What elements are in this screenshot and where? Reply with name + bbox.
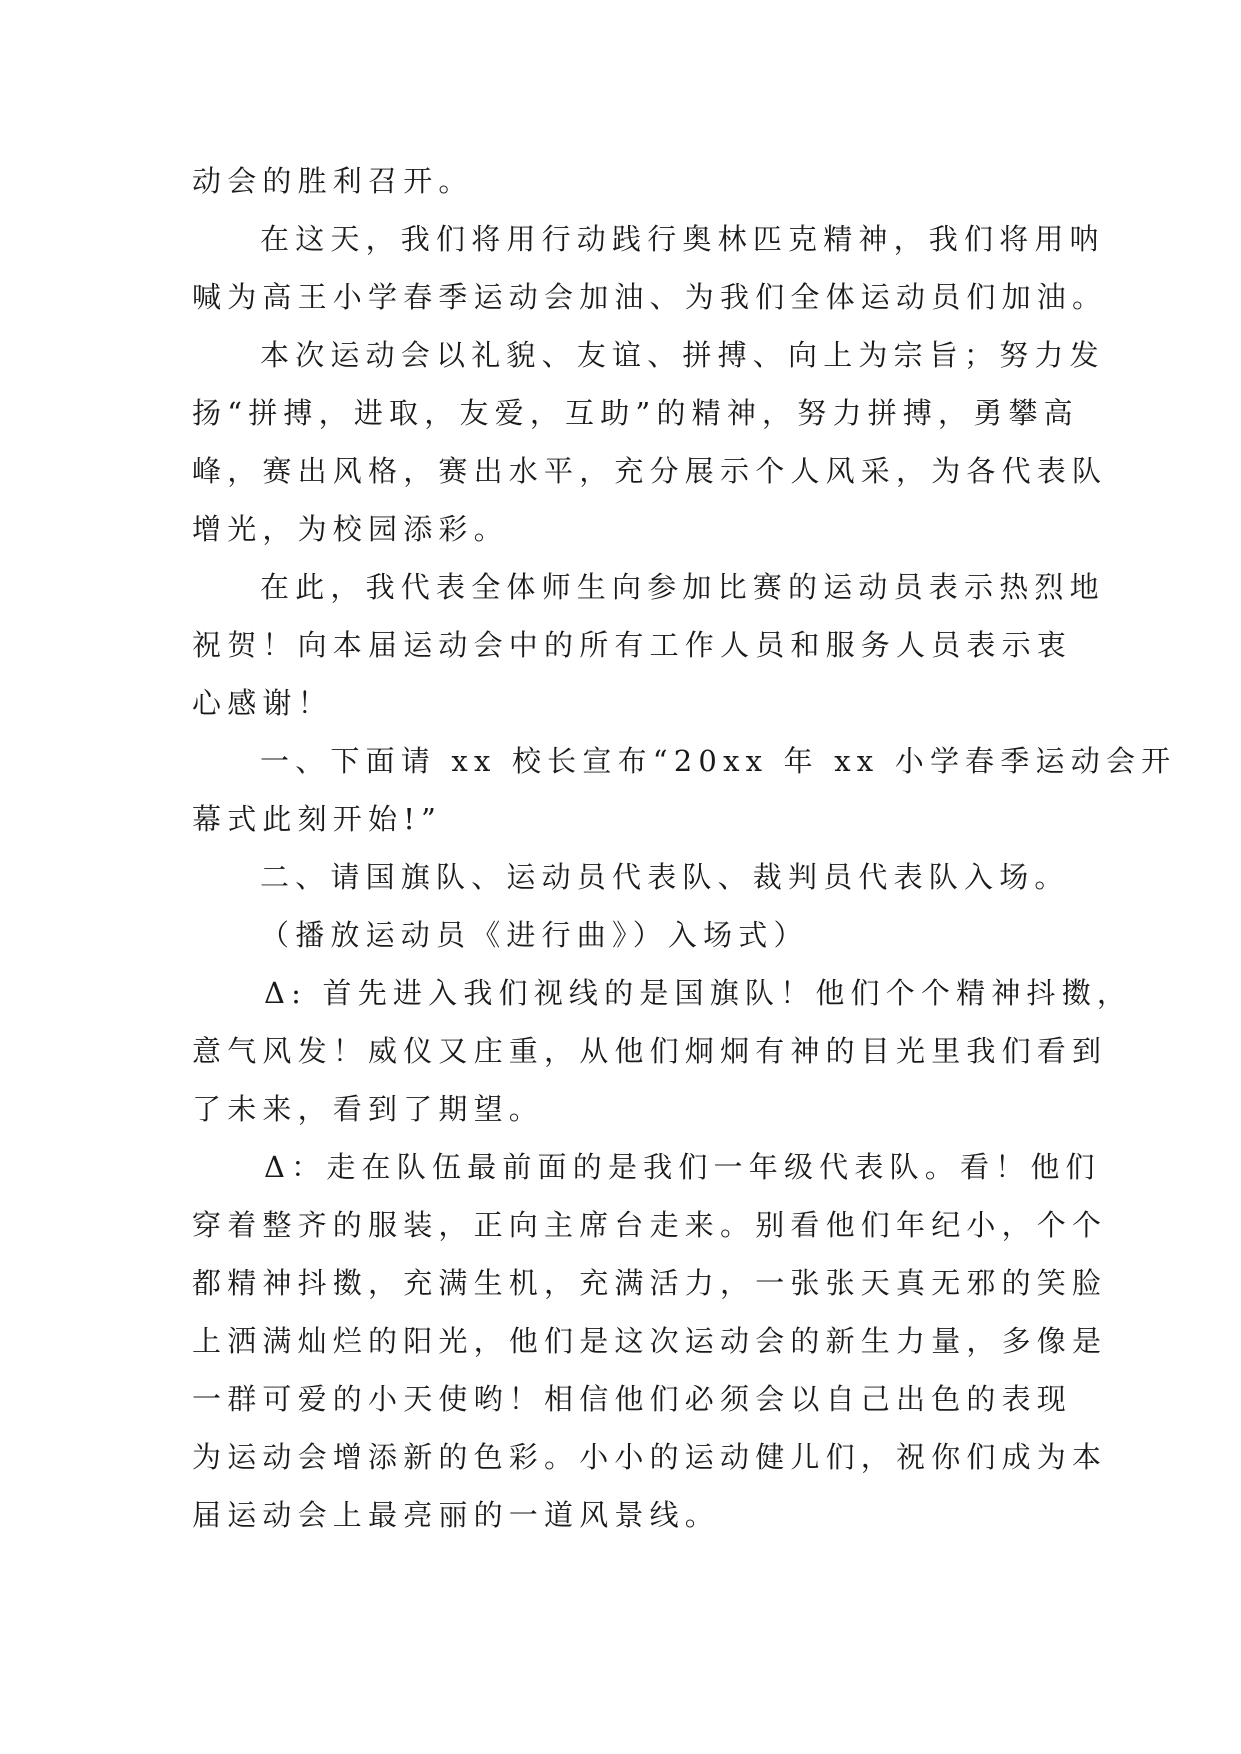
text-line: 祝贺！向本届运动会中的所有工作人员和服务人员表示衷	[192, 628, 1073, 662]
paragraph-start: 在这天，我们将用行动践行奥林匹克精神，我们将用呐	[260, 222, 1105, 256]
text-line: 届运动会上最亮丽的一道风景线。	[192, 1498, 721, 1532]
paragraph-start: 本次运动会以礼貌、友谊、拼搏、向上为宗旨；努力发	[260, 338, 1105, 372]
paragraph-start: Δ：走在队伍最前面的是我们一年级代表队。看！他们	[264, 1150, 1101, 1184]
text-line: 喊为高王小学春季运动会加油、为我们全体运动员们加油。	[192, 280, 1108, 314]
paragraph-start: Δ: 首先进入我们视线的是国旗队！他们个个精神抖擞，	[264, 976, 1133, 1010]
text-line: 上洒满灿烂的阳光，他们是这次运动会的新生力量，多像是	[192, 1324, 1108, 1358]
paragraph-start: 在此，我代表全体师生向参加比赛的运动员表示热烈地	[260, 570, 1105, 604]
text-line: 动会的胜利召开。	[192, 164, 474, 198]
text-line: 峰，赛出风格，赛出水平，充分展示个人风采，为各代表队	[192, 454, 1108, 488]
text-line: 心感谢！	[192, 686, 333, 720]
document-body	[192, 152, 1177, 1544]
text-line: 一群可爱的小天使哟！相信他们必须会以自己出色的表现	[192, 1382, 1073, 1416]
text-line: 幕式此刻开始!”	[192, 802, 443, 836]
paragraph-start: （播放运动员《进行曲》）入场式）	[260, 918, 809, 952]
text-line: 为运动会增添新的色彩。小小的运动健儿们，祝你们成为本	[192, 1440, 1108, 1474]
text-line: 穿着整齐的服装，正向主席台走来。别看他们年纪小，个个	[192, 1208, 1108, 1242]
text-line: 扬“拼搏，进取，友爱，互助”的精神，努力拼搏，勇攀高	[192, 396, 1079, 430]
text-line: 增光，为校园添彩。	[192, 512, 509, 546]
text-line: 意气风发！威仪又庄重，从他们炯炯有神的目光里我们看到	[192, 1034, 1108, 1068]
text-line: 了未来，看到了期望。	[192, 1092, 545, 1126]
text-line: 都精神抖擞，充满生机，充满活力，一张张天真无邪的笑脸	[192, 1266, 1108, 1300]
paragraph-start: 二、请国旗队、运动员代表队、裁判员代表队入场。	[260, 860, 1070, 894]
paragraph-start: 一、下面请 xx 校长宣布“20xx 年 xx 小学春季运动会开	[260, 744, 1177, 778]
